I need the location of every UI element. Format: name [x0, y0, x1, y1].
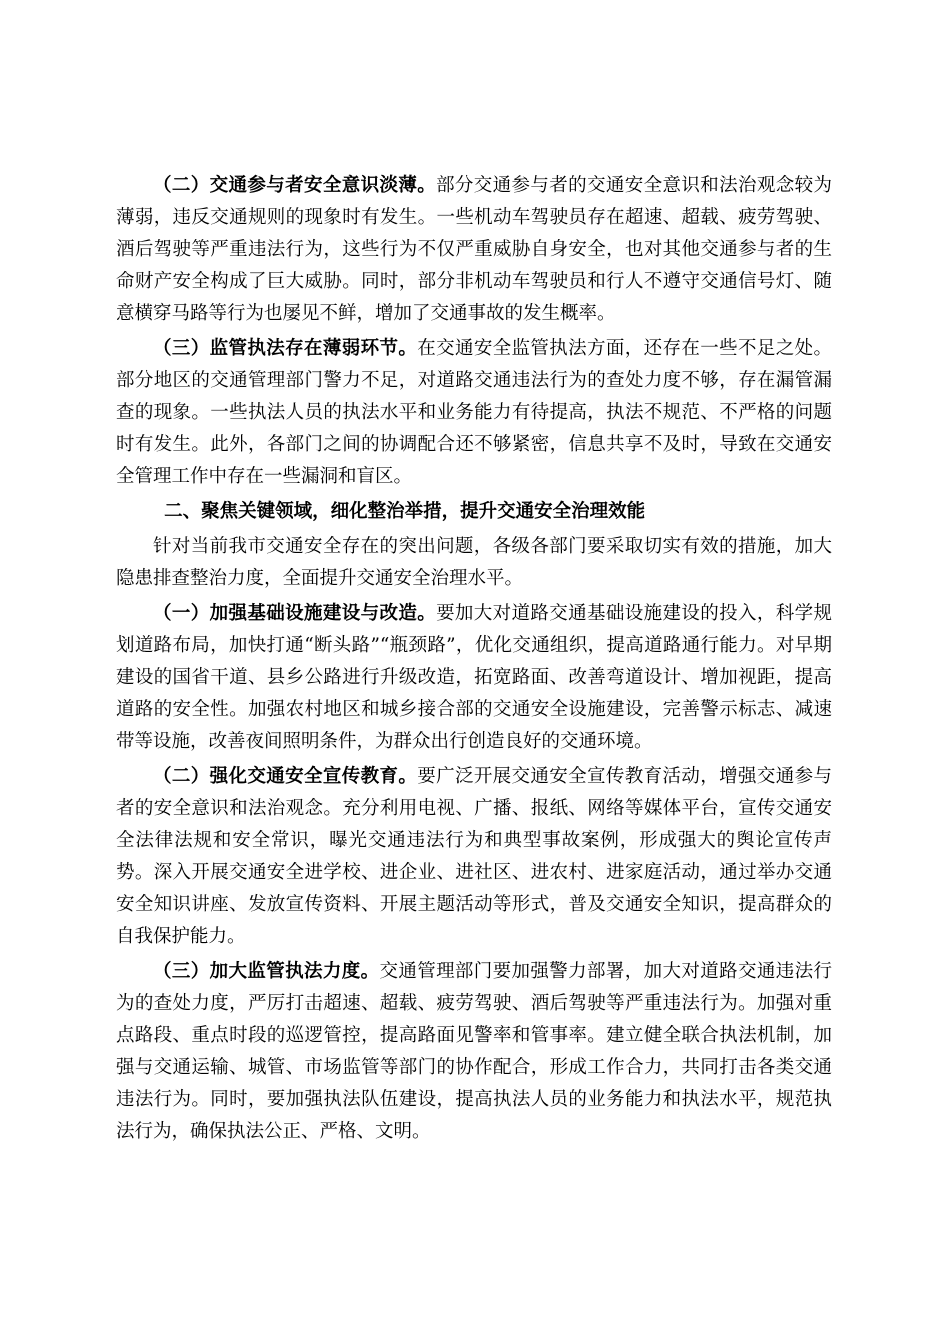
paragraph-body: 部分交通参与者的交通安全意识和法治观念较为薄弱，违反交通规则的现象时有发生。一些机动车驾驶员存在超速、超载、疲劳驾驶、酒后驾驶等严重违法行为，这些行为不仅严重威胁自身安全，也对其他交通参与者的生命财产安全构成了巨大威胁。同时，部分非机动车驾驶员和行人不遵守交通信号灯、随意横穿马路等行为也屡见不鲜，增加了交通事故的发生概率。 — [116, 175, 832, 324]
paragraph-lead: （二）交通参与者安全意识淡薄。 — [153, 175, 437, 196]
paragraph-publicity-education — [116, 761, 832, 953]
paragraph-body: 要加大对道路交通基础设施建设的投入，科学规划道路布局，加快打通“断头路”“瓶颈路”，优化交通组织，提高道路通行能力。对早期建设的国省干道、县乡公路进行升级改造，拓宽路面、改善弯道设计、增加视距，提高道路的安全性。加强农村地区和城乡接合部的交通安全设施建设，完善警示标志、减速带等设施，改善夜间照明条件，为群众出行创造良好的交通环境。 — [116, 603, 832, 752]
paragraph-lead: （三）监管执法存在薄弱环节。 — [153, 338, 418, 359]
paragraph-lead: （二）强化交通安全宣传教育。 — [153, 766, 418, 787]
paragraph-enforcement-weakness — [116, 333, 832, 493]
document-body — [116, 170, 832, 1151]
paragraph-lead: （三）加大监管执法力度。 — [153, 961, 380, 982]
paragraph-body: 交通管理部门要加强警力部署，加大对道路交通违法行为的查处力度，严厉打击超速、超载、疲劳驾驶、酒后驾驶等严重违法行为。加强对重点路段、重点时段的巡逻管控，提高路面见警率和管事率。建立健全联合执法机制，加强与交通运输、城管、市场监管等部门的协作配合，形成工作合力，共同打击各类交通违法行为。同时，要加强执法队伍建设，提高执法人员的业务能力和执法水平，规范执法行为，确保执法公正、严格、文明。 — [116, 961, 832, 1142]
paragraph-participant-awareness — [116, 170, 832, 330]
paragraph-body: 在交通安全监管执法方面，还存在一些不足之处。部分地区的交通管理部门警力不足，对道路交通违法行为的查处力度不够，存在漏管漏查的现象。一些执法人员的执法水平和业务能力有待提高，执法不规范、不严格的问题时有发生。此外，各部门之间的协调配合还不够紧密，信息共享不及时，导致在交通安全管理工作中存在一些漏洞和盲区。 — [116, 338, 832, 487]
paragraph-infrastructure — [116, 598, 832, 758]
paragraph-body: 要广泛开展交通安全宣传教育活动，增强交通参与者的安全意识和法治观念。充分利用电视、广播、报纸、网络等媒体平台，宣传交通安全法律法规和安全常识，曝光交通违法行为和典型事故案例，形成强大的舆论宣传声势。深入开展交通安全进学校、进企业、进社区、进农村、进家庭活动，通过举办交通安全知识讲座、发放宣传资料、开展主题活动等形式，普及交通安全知识，提高群众的自我保护能力。 — [116, 766, 832, 947]
section-intro: 针对当前我市交通安全存在的突出问题，各级各部门要采取切实有效的措施，加大隐患排查整治力度，全面提升交通安全治理水平。 — [116, 536, 832, 589]
section-heading: 二、聚焦关键领域，细化整治举措，提升交通安全治理效能 — [164, 501, 646, 522]
paragraph-enforcement-strength — [116, 956, 832, 1148]
paragraph-lead: （一）加强基础设施建设与改造。 — [153, 603, 437, 624]
